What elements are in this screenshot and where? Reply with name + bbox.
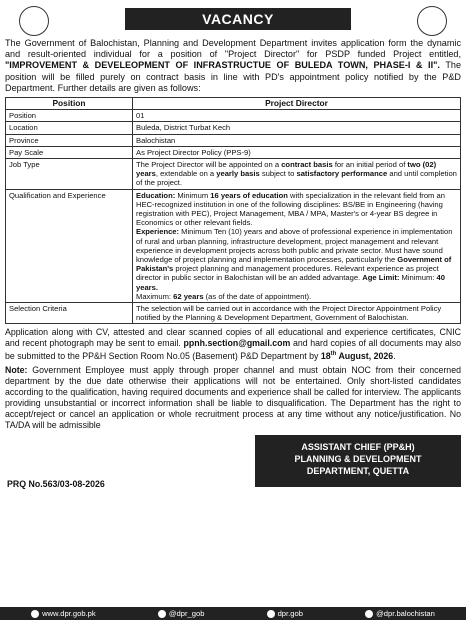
table-row: Job Type The Project Director will be appointed on a contract basis for an initial period of two (02) years, extendable on a yearly basis subject to satisfactory performance and until completion of the project. — [6, 159, 461, 190]
project-title: "IMPROVEMENT & DEVELEOPMENT OF INFRASTRUCTUE OF BULEDA TOWN, PHASE-I & II". — [5, 60, 440, 71]
footer-website[interactable]: www.dpr.gob.pk — [31, 607, 96, 620]
balochistan-emblem-icon — [417, 6, 447, 36]
maximum-age-text: Maximum: 62 years (as of the date of appointment). — [136, 291, 312, 301]
globe-icon — [31, 610, 39, 618]
table-header-row: Position Project Director — [6, 98, 461, 110]
application-paragraph: Application along with CV, attested and clear scanned copies of all educational and experience certificates, CNIC and recent photograph may be sent to email. ppnh.section@gmail.com and hard copies of all documents may also be submitted to the PP&H Section Room No.05 (Basement) P&D Department by 18th August, 2026. — [5, 327, 461, 362]
education-text: Education: Minimum 16 years of education with specialization in the relevant field from an HEC-recognized institution in one of the following disciplines: BS/BE in Engineering (having registration with PEC), Project Management, MBA / MPA, Master's or 4-year BS degree in Economics or other relevant fields. — [136, 190, 445, 228]
note-paragraph: Note: Government Employee must apply through proper channel and must obtain NOC from their concerned department by the due date otherwise their applications will not be entertained. Only short-listed candidates according to the qualification, having required documents and experience shall be called for interview. The applicants providing unsubstantial or incorrect information shall be liable to disqualification. The Department has the right to accept/reject or cancel an application or whole recruitment process at any time without any notice/justification. No TA/DA will be admissible — [5, 365, 461, 430]
footer-facebook[interactable]: dpr.gob — [267, 607, 303, 620]
facebook-icon — [267, 610, 275, 618]
vacancy-title: VACANCY — [125, 8, 351, 30]
footer-instagram[interactable]: @dpr.balochistan — [365, 607, 435, 620]
email-link[interactable]: ppnh.section@gmail.com — [183, 338, 291, 349]
intro-paragraph: The Government of Balochistan, Planning and Development Department invites application form the dynamic and result-oriented individual for a position of "Project Director" for PSDP funded Project entitled, "IMPROVEMENT & DEVELEOPMENT OF INFRASTRUCTUE OF BULEDA TOWN, PHASE-I & II". The position will be filled purely on contract basis in line with PD's appointment policy notified by the P&D Department. Further details are given as follows: — [5, 38, 461, 93]
footer-twitter[interactable]: @dpr_gob — [158, 607, 205, 620]
table-row: Qualification and Experience Education: Minimum 16 years of education with specialization in the relevant field from an HEC-recognized institution in one of the following disciplines: BS/BE in Engineering (having registration with PEC), Project Management, MBA / MPA, Master's or 4-year BS degree in Economics or other relevant fields. Experience: Minimum Ten (10) years and above of professional experience in implementation of rural and urban planning, infrastructure development, project management and relevant experience in development projects across both public and private sector. Must have sound knowledge of project planning and implementation processes, particularly the Government of Pakistan's project planning and management procedures. Relevant experience as project director in public sector in Balochistan will be an added advantage. Age Limit: Minimum: 40 years. Maximum: 62 years (as of the date of appointment). — [6, 189, 461, 302]
signature-area — [5, 431, 461, 511]
twitter-icon — [158, 610, 166, 618]
experience-text: Experience: Minimum Ten (10) years and above of professional experience in implementation of rural and urban planning, infrastructure development, project management and relevant experience in development projects across both public and private sector. Must have sound knowledge of project planning and implementation processes, particularly the Government of Pakistan's project planning and management procedures. Relevant experience as project director in public sector in Balochistan will be an added advantage. Age Limit: Minimum: 40 years. — [136, 227, 453, 292]
table-row: Selection Criteria The selection will be carried out in accordance with the Project Director Appointment Policy notified by the Planning & Development Department, Government of Balochistan. — [6, 303, 461, 324]
instagram-icon — [365, 610, 373, 618]
vacancy-details-table — [5, 97, 461, 324]
qualification-text — [133, 189, 461, 302]
table-row: Province Balochistan — [6, 134, 461, 146]
footer-bar — [0, 607, 466, 620]
table-row: Location Buleda, District Turbat Kech — [6, 122, 461, 134]
header — [5, 4, 461, 38]
table-row: Position 01 — [6, 110, 461, 122]
signature-block: ASSISTANT CHIEF (PP&H) PLANNING & DEVELOPMENT DEPARTMENT, QUETTA — [255, 435, 461, 487]
government-emblem-icon — [19, 6, 49, 36]
table-row: Pay Scale As Project Director Policy (PPS-9) — [6, 146, 461, 158]
job-type-text: The Project Director will be appointed on a contract basis for an initial period of two (02) years, extendable on a yearly basis subject to satisfactory performance and until completion of the project. — [133, 159, 461, 190]
prq-number: PRQ No.563/03-08-2026 — [7, 478, 105, 489]
